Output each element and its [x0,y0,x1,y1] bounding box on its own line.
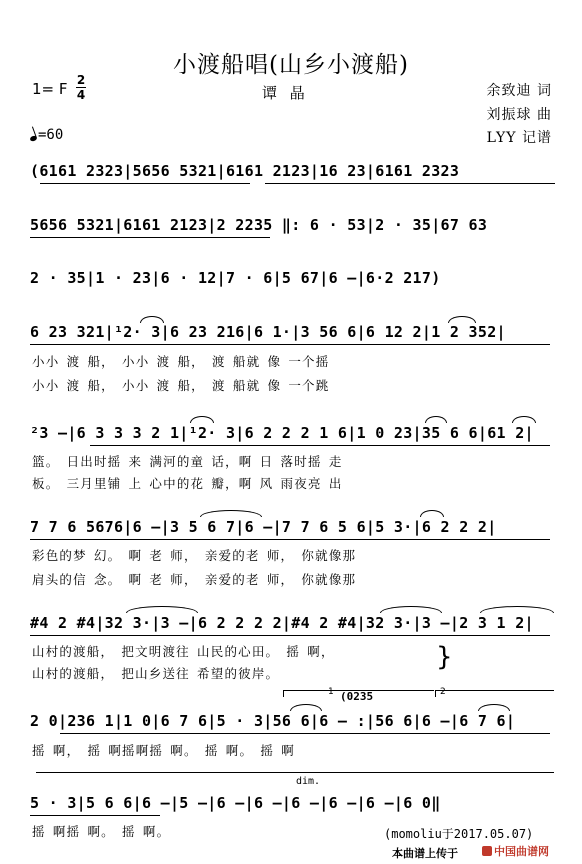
beam-line [30,635,550,636]
lyric-line-7-verse-2: 山村的渡船， 把山乡送往 希望的彼岸。 [32,666,280,681]
score-line-2: 5656 5321|6161 2123|2 2235 ‖: 6 · 53|2 · 35|67 63 [30,216,488,234]
beam-line [265,183,555,184]
singer: 谭 晶 [262,84,309,102]
time-signature-top: 2 [76,73,86,87]
beam-line [40,183,250,184]
beam-line [30,344,550,345]
slur-mark [420,510,444,517]
beam-line [30,539,550,540]
coda-bracket [36,772,554,779]
beam-line [90,445,550,446]
slur-mark [448,316,476,323]
transcriber-credit: LYY 记谱 [486,130,552,146]
lyric-line-9: 摇 啊摇 啊。 摇 啊。 [32,824,171,839]
lyric-line-5-verse-2: 板。 三月里铺 上 心中的花 瓣，啊 风 雨夜亮 出 [32,476,343,491]
beam-line [30,815,160,816]
transcription-note: (momoliu于2017.05.07) [384,827,534,841]
slur-mark [140,316,164,323]
site-logo[interactable] [482,843,549,859]
lyric-line-4-verse-1: 小小 渡 船， 小小 渡 船， 渡 船就 像 一个摇 [32,354,330,369]
slur-mark [478,704,510,711]
score-line-3: 2 · 35|1 · 23|6 · 12|7 · 6|5 67|6 –|6·2 217) [30,269,441,287]
lyric-line-4-verse-2: 小小 渡 船， 小小 渡 船， 渡 船就 像 一个跳 [32,378,330,393]
tempo-marking [30,127,63,143]
time-signature-bottom: 4 [76,88,86,102]
score-line-4: 6 23 321|¹2· 3|6 23 216|6 1·|3 56 6|6 12 2|1 2 352| [30,323,506,341]
time-signature [76,74,86,101]
composer-credit: 刘振球 曲 [486,107,552,123]
site-name: 中国曲谱网 [494,845,549,858]
lyricist-credit: 余致迪 词 [486,83,552,99]
lyric-line-8: 摇 啊， 摇 啊摇啊摇 啊。 摇 啊。 摇 啊 [32,743,295,758]
verse-brace: } [436,642,453,672]
slur-mark [512,416,536,423]
volta-number-1: 1 [328,687,334,697]
upload-label: 本曲谱上传于 [392,847,458,860]
score-line-6: 7 7 6 5676|6 –|3 5 6 7|6 –|7 7 6 5 6|5 3·|6 2 2 2| [30,518,497,536]
slur-mark [425,416,447,423]
lyric-line-6-verse-2: 肩头的信 念。 啊 老 师， 亲爱的老 师， 你就像那 [32,572,357,587]
slur-mark [480,606,554,613]
score-line-9: 5 · 3|5 6 6|6 –|5 –|6 –|6 –|6 –|6 –|6 –|6 0‖ [30,794,441,812]
volta-fill-notes: (0235 [340,690,374,703]
lyric-line-7-verse-1: 山村的渡船， 把文明渡往 山民的心田。 摇 啊， [32,644,335,659]
volta-bracket-2 [435,690,554,697]
score-line-8: 2 0|236 1|1 0|6 7 6|5 · 3|56 6|6 – :|56 6|6 –|6 7 6| [30,712,516,730]
score-line-5: ²3 –|6 3 3 3 2 1|¹2· 3|6 2 2 2 1 6|1 0 23|35 6 6|61 2| [30,424,534,442]
slur-mark [190,416,214,423]
slur-mark [126,606,198,613]
song-title: 小渡船唱(山乡小渡船) [173,52,409,78]
tempo-value: =60 [38,127,64,143]
beam-line [30,237,270,238]
dim-marking: dim. [296,776,321,787]
beam-line [60,733,550,734]
score-line-7: #4 2 #4|32 3·|3 –|6 2 2 2 2|#4 2 #4|32 3·|3 –|2 3 1 2| [30,614,534,632]
lyric-line-6-verse-1: 彩色的梦 幻。 啊 老 师， 亲爱的老 师， 你就像那 [32,548,357,563]
slur-mark [380,606,442,613]
quarter-note-icon [29,135,37,142]
lyric-line-5-verse-1: 篮。 日出时摇 来 满河的童 话，啊 日 落时摇 走 [32,454,343,469]
volta-number-2: 2 [440,687,446,697]
slur-mark [290,704,322,711]
site-logo-icon [482,846,492,856]
slur-mark [200,510,262,517]
score-line-1: (6161 2323|5656 5321|6161 2123|16 23|6161 2323 [30,162,460,180]
key-signature: 1= F [32,80,68,98]
